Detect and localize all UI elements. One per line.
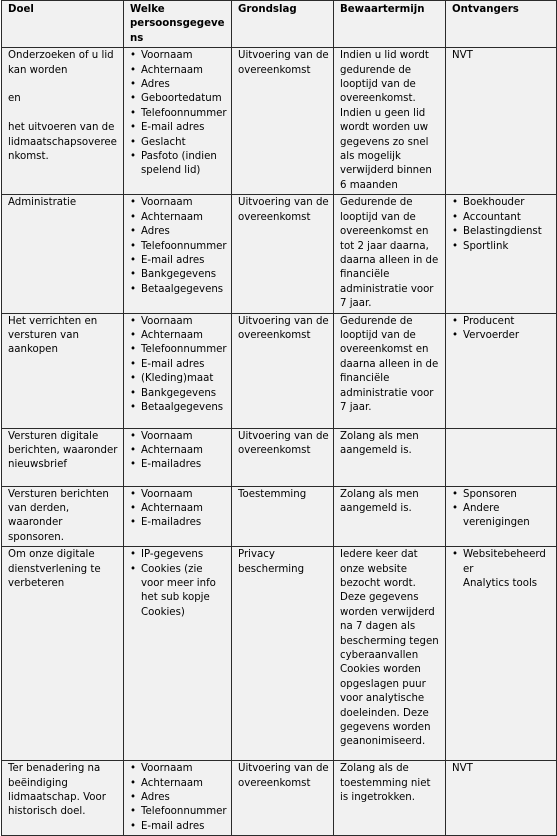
grondslag-cell: Uitvoering van de overeenkomst [232,195,334,313]
list-item: • E-mail adres [130,121,227,135]
list-item: • Achternaam [130,502,227,516]
gegevens-cell [124,547,232,761]
list-item: Analytics tools [463,577,538,589]
header-doel: Doel [2,1,124,48]
list-item: • E-mail adres [130,358,227,372]
list-item: • Achternaam [130,211,227,225]
grondslag-cell: Uitvoering van de overeenkomst [232,313,334,428]
header-grondslag: Grondslag [232,1,334,48]
gegevens-cell [124,195,232,313]
table-row [2,428,557,486]
list-item: • Vervoerder [452,329,552,343]
doel-text: Onderzoeken of u lid kan worden [8,50,114,76]
list-item: • Telefoonnummer [130,343,227,357]
list-item: • Geslacht [130,136,227,150]
doel-cell: Administratie [2,195,124,313]
doel-cell [2,48,124,195]
gegevens-cell [124,48,232,195]
grondslag-cell: Toestemming [232,486,334,547]
list-item: • Bankgegevens [130,268,227,282]
list-item: • Belastingdienst [452,225,552,239]
list-item: • Voornaam [130,430,227,444]
list-item: • Betaalgegevens [130,283,227,297]
list-item: • Achternaam [130,444,227,458]
table-row [2,48,557,195]
grondslag-cell: Uitvoering van de overeenkomst [232,761,334,836]
ontvangers-cell: NVT [446,761,557,836]
doel-text: het uitvoeren van de lidmaatschapsovereenkomst. [8,122,117,163]
bewaartermijn-cell: Zolang als men aangemeld is. [334,486,446,547]
doel-cell: Het verrichten en versturen van aankopen [2,313,124,428]
list-item: • Voornaam [130,49,227,63]
bewaartermijn-cell: Zolang als men aangemeld is. [334,428,446,486]
ontvangers-cell [446,428,557,486]
list-item: • Achternaam [130,64,227,78]
list-item: • Pasfoto (indien spelend lid) [130,150,227,179]
doel-cell: Om onze digitale dienstverlening te verbeteren [2,547,124,761]
list-item: • Geboortedatum [130,92,227,106]
list-item: • Achternaam [130,329,227,343]
list-item: • Sportlink [452,240,552,254]
ontvangers-cell [446,486,557,547]
gegevens-cell [124,313,232,428]
bewaartermijn-cell: Indien u lid wordt gedurende de looptijd van de overeenkomst. Indien u geen lid wordt worden uw gegevens zo snel als mogelijk verwijderd binnen 6 maanden [334,48,446,195]
list-item: • Telefoonnummer [130,240,227,254]
list-item: • Telefoonnummer [130,805,227,819]
list-item: • (Kleding)maat [130,372,227,386]
grondslag-cell: Uitvoering van de overeenkomst [232,428,334,486]
list-item: • Sponsoren [452,488,552,502]
bewaartermijn-cell: Gedurende de looptijd van de overeenkomst en tot 2 jaar daarna, daarna alleen in de financiële administratie voor 7 jaar. [334,195,446,313]
list-item: • Betaalgegevens [130,401,227,415]
list-item: • E-mail adres [130,254,227,268]
list-item: • Boekhouder [452,196,552,210]
list-item: • Cookies (zie voor meer info het sub kopje Cookies) [130,563,227,621]
list-item: • Adres [130,225,227,239]
doel-cell: Ter benadering na beëindiging lidmaatschap. Voor historisch doel. [2,761,124,836]
grondslag-cell: Privacy bescherming [232,547,334,761]
doel-text: en [8,93,21,105]
table-row [2,195,557,313]
list-item: • Voornaam [130,762,227,776]
list-item: • Websitebeheerder [452,548,552,577]
list-item: • Adres [130,78,227,92]
bewaartermijn-cell: Zolang als de toestemming niet is ingetrokken. [334,761,446,836]
ontvangers-cell [446,195,557,313]
header-row [2,1,557,48]
header-gegevens: Welke persoonsgegevens [124,1,232,48]
list-item: • Voornaam [130,315,227,329]
header-ontvangers: Ontvangers [446,1,557,48]
gegevens-cell [124,428,232,486]
list-item: • E-mailadres [130,516,227,530]
list-item: • Producent [452,315,552,329]
list-item: • Voornaam [130,488,227,502]
table-row [2,486,557,547]
gegevens-cell [124,761,232,836]
privacy-table [1,0,557,836]
list-item: • Telefoonnummer [130,107,227,121]
grondslag-cell: Uitvoering van de overeenkomst [232,48,334,195]
header-bewaartermijn: Bewaartermijn [334,1,446,48]
table-row [2,761,557,836]
list-item: • Bankgegevens [130,387,227,401]
list-item: • E-mail adres [130,820,227,834]
list-item: • Accountant [452,211,552,225]
list-item: • IP-gegevens [130,548,227,562]
list-item: • Andere verenigingen [452,502,552,531]
ontvangers-cell [446,547,557,761]
gegevens-cell [124,486,232,547]
table-row [2,313,557,428]
list-item: • Voornaam [130,196,227,210]
list-item: • Achternaam [130,777,227,791]
doel-cell: Versturen berichten van derden, waaronder sponsoren. [2,486,124,547]
list-item: • Adres [130,791,227,805]
bewaartermijn-cell: Iedere keer dat onze website bezocht wordt. Deze gegevens worden verwijderd na 7 dagen als bescherming tegen cyberaanvallen Cookies worden opgeslagen puur voor analytische doeleinden. Deze gegevens worden geanonimiseerd. [334,547,446,761]
ontvangers-cell: NVT [446,48,557,195]
bewaartermijn-cell: Gedurende de looptijd van de overeenkomst en daarna alleen in de financiële administratie voor 7 jaar. [334,313,446,428]
table-row [2,547,557,761]
doel-cell: Versturen digitale berichten, waaronder nieuwsbrief [2,428,124,486]
ontvangers-cell [446,313,557,428]
list-item: • E-mailadres [130,458,227,472]
